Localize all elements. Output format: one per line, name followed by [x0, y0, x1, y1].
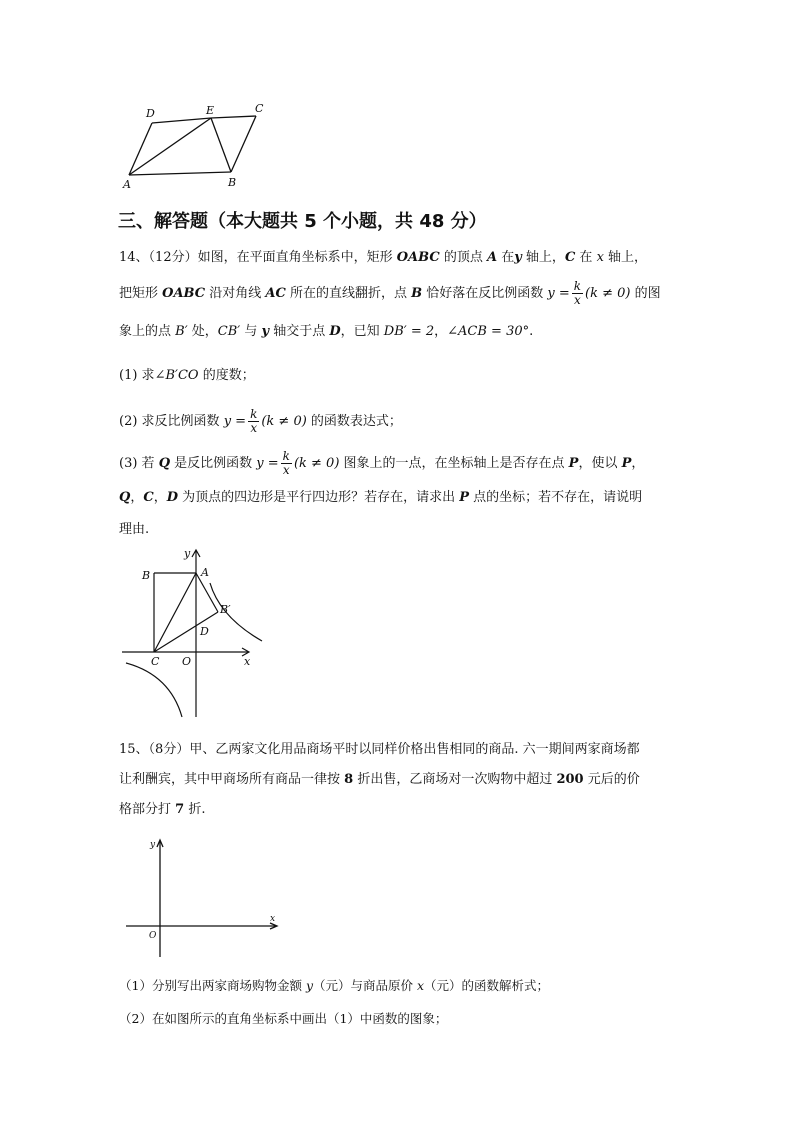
- label-A: A: [201, 566, 209, 579]
- q15-line-3: [119, 800, 205, 820]
- text: 处，: [187, 324, 218, 339]
- text: y =: [547, 286, 570, 301]
- q14-coordinate-figure: [118, 545, 263, 720]
- text: ，: [153, 490, 167, 505]
- text: ，: [631, 456, 645, 471]
- text: 7: [175, 802, 185, 817]
- text: 轴上，: [521, 250, 565, 265]
- text: 8: [344, 772, 354, 787]
- text: A: [487, 250, 498, 265]
- text: ，: [130, 490, 144, 505]
- text: y: [514, 250, 522, 265]
- text: 轴上，: [603, 250, 648, 265]
- text: AC: [265, 286, 286, 301]
- text: 在: [497, 250, 515, 265]
- text: 是反比例函数: [170, 456, 257, 471]
- q14-part-3: [119, 450, 644, 477]
- text: x: [416, 978, 425, 993]
- text: D: [329, 324, 341, 339]
- label-E: E: [206, 104, 215, 117]
- segment-AC: [154, 573, 196, 652]
- text: OABC: [396, 250, 440, 265]
- text: 点的坐标；若不存在，请说明: [469, 490, 643, 505]
- text: （元）与商品原价: [313, 978, 417, 993]
- text: (1): [119, 368, 138, 383]
- fraction-k-over-x: [572, 280, 583, 307]
- text: 求: [137, 368, 155, 383]
- label-O: O: [149, 931, 157, 941]
- text: k: [250, 407, 258, 421]
- q14-part-3-end: [119, 520, 149, 540]
- label-O: O: [182, 655, 192, 668]
- text: x: [282, 463, 290, 477]
- text: P: [459, 490, 470, 505]
- text: 为顶点的四边形是平行四边形？若存在，请求出: [178, 490, 460, 505]
- text: 把矩形: [119, 286, 163, 301]
- q15-sub-2: [119, 1009, 447, 1029]
- label-Bp: B′: [220, 603, 231, 616]
- text: 的图: [630, 286, 661, 301]
- text: ，使以: [578, 456, 622, 471]
- text: 所在的直线翻折，点: [285, 286, 412, 301]
- text: 恰好落在反比例函数: [422, 286, 548, 301]
- text: (k ≠ 0): [293, 456, 340, 471]
- fraction-k-over-x: [248, 408, 259, 435]
- text: ，: [434, 324, 448, 339]
- text: 在: [575, 250, 597, 265]
- text: 与: [240, 324, 262, 339]
- fraction-k-over-x: [281, 450, 292, 477]
- label-A: A: [123, 178, 131, 191]
- text: 象上的点: [119, 324, 176, 339]
- q14-part-3-cont: [119, 488, 642, 508]
- text: 的函数表达式；: [306, 414, 402, 429]
- text: （2）在如图所示的直角坐标系中画出（1）中函数的图象；: [119, 1011, 448, 1026]
- q15-number: 15、（8分）: [119, 742, 190, 757]
- text: k: [282, 449, 290, 463]
- segment-EB: [211, 118, 231, 172]
- text: 格部分打: [119, 802, 176, 817]
- text: P: [568, 456, 579, 471]
- label-C: C: [151, 655, 160, 668]
- text: ∠B′CO: [154, 368, 199, 383]
- q14-part-2: [119, 408, 402, 435]
- q15-axes-figure: [122, 835, 282, 965]
- text: DB′ = 2: [383, 324, 435, 339]
- segment-EC: [211, 116, 256, 118]
- text: y =: [223, 414, 247, 429]
- label-y: y: [150, 840, 156, 850]
- text: C: [143, 490, 154, 505]
- text: C: [564, 250, 576, 265]
- text: ∠ACB = 30°: [447, 324, 530, 339]
- q15-sub-1: [119, 976, 549, 996]
- text: CB′: [217, 324, 241, 339]
- text: 让利酬宾，其中甲商场所有商品一律按: [119, 772, 345, 787]
- text: 求反比例函数: [137, 414, 224, 429]
- text: OABC: [162, 286, 206, 301]
- text: B: [411, 286, 423, 301]
- text: （元）的函数解析式；: [424, 978, 550, 993]
- text: 的顶点: [439, 250, 487, 265]
- text: 图象上的一点，在坐标轴上是否存在点: [339, 456, 569, 471]
- label-C: C: [255, 102, 264, 115]
- hyperbola-branch-third-quadrant: [126, 663, 182, 717]
- segment-CB: [231, 116, 256, 172]
- segment-AB: [129, 172, 231, 175]
- segment-DE: [152, 118, 211, 123]
- label-x: x: [244, 655, 251, 668]
- text: x: [596, 250, 604, 265]
- text: y: [305, 978, 313, 993]
- q14-part-1: [119, 366, 255, 386]
- label-B: B: [228, 176, 237, 189]
- text: 若: [137, 456, 159, 471]
- text: 折出售，乙商场对一次购物中超过: [353, 772, 557, 787]
- section-title: 三、解答题（本大题共 5 个小题，共 48 分）: [118, 211, 487, 232]
- text: (k ≠ 0): [585, 286, 631, 301]
- q15-line-1: [119, 740, 640, 760]
- text: Q: [158, 456, 171, 471]
- text: 如图，在平面直角坐标系中，矩形: [197, 250, 397, 265]
- q14-line-2: [119, 280, 661, 307]
- text: 轴交于点: [269, 324, 330, 339]
- text: D: [166, 490, 178, 505]
- text: y =: [256, 456, 279, 471]
- text: 折.: [184, 802, 206, 817]
- text: ，已知: [340, 324, 384, 339]
- text: 200: [556, 772, 584, 787]
- q14-line-1: [119, 248, 647, 268]
- label-B: B: [142, 569, 151, 582]
- text: 沿对角线: [205, 286, 266, 301]
- text: P: [621, 456, 632, 471]
- text: 甲、乙两家文化用品商场平时以同样价格出售相同的商品. 六一期间两家商场都: [189, 742, 640, 757]
- text: (3): [119, 456, 138, 471]
- label-x: x: [270, 914, 276, 924]
- label-D: D: [200, 625, 209, 638]
- label-y: y: [184, 547, 191, 560]
- text: 元后的价: [583, 772, 640, 787]
- text: y: [261, 324, 270, 339]
- q14-number: 14、（12分）: [119, 250, 198, 265]
- q15-line-2: [119, 770, 640, 790]
- text: Q: [119, 490, 131, 505]
- text: （1）分别写出两家商场购物金额: [119, 978, 306, 993]
- parallelogram-figure: [120, 100, 270, 195]
- text: .: [529, 324, 534, 339]
- text: k: [573, 279, 582, 293]
- text: (2): [119, 414, 138, 429]
- text: (k ≠ 0): [261, 414, 307, 429]
- text: x: [574, 293, 581, 307]
- text: 理由.: [119, 522, 150, 537]
- text: x: [250, 421, 258, 435]
- text: B′: [175, 324, 188, 339]
- text: 的度数；: [198, 368, 255, 383]
- q14-line-3: [119, 322, 533, 342]
- label-D: D: [146, 107, 155, 120]
